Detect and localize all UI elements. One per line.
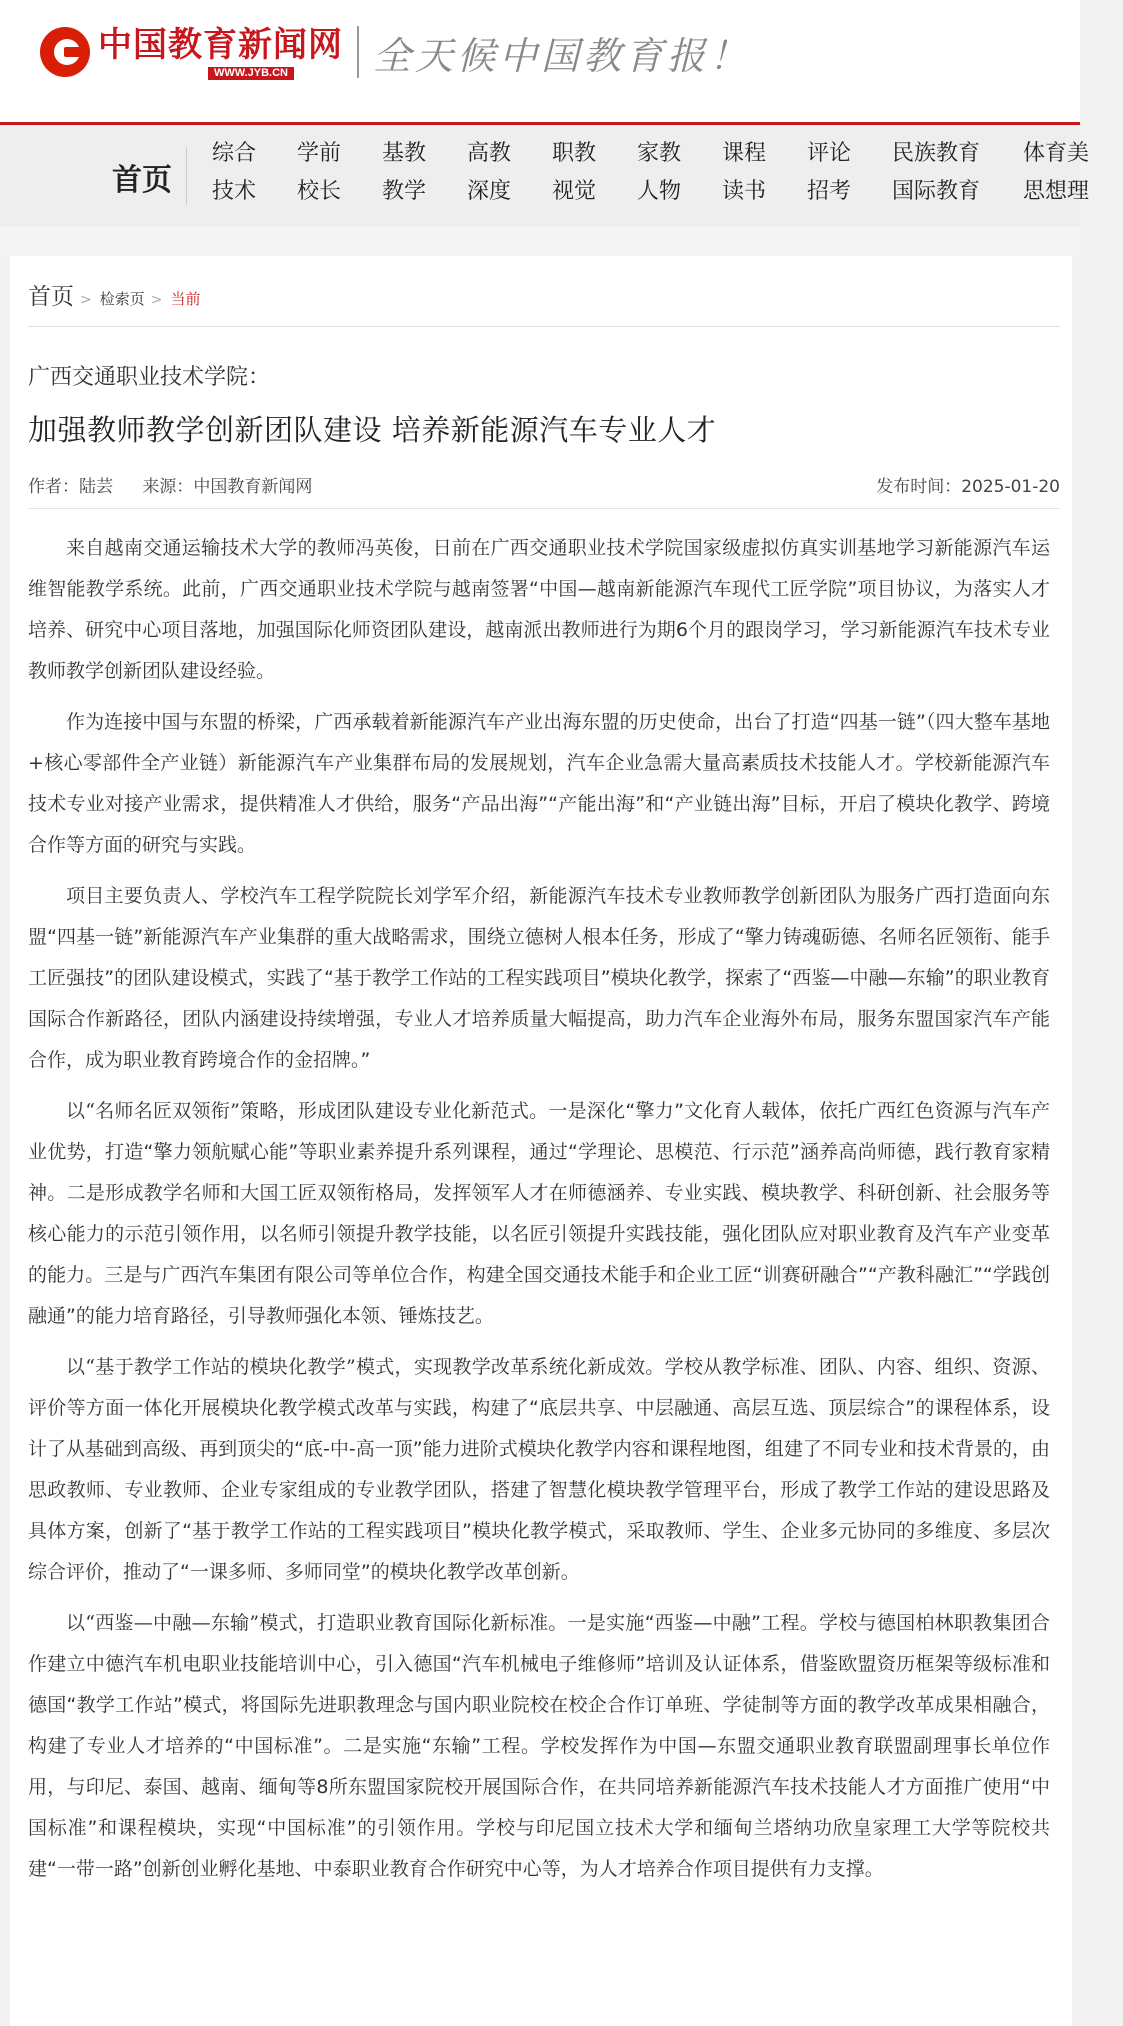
article-paragraph bbox=[28, 1603, 1050, 1890]
article-paragraph bbox=[28, 528, 1050, 692]
article-paragraph bbox=[28, 1347, 1050, 1593]
nav-item[interactable]: 招考 bbox=[807, 179, 852, 204]
site-header bbox=[0, 0, 1080, 122]
paragraph-lead: 以“西鉴—中融—东输”模式，打造职业教育国际化新标准。 bbox=[66, 1612, 568, 1634]
nav-item[interactable]: 深度 bbox=[467, 179, 512, 204]
nav-item[interactable]: 评论 bbox=[807, 141, 852, 166]
nav-item[interactable]: 校长 bbox=[297, 179, 342, 204]
nav-item[interactable]: 国际教育 bbox=[892, 179, 981, 204]
article-paragraph bbox=[28, 1091, 1050, 1337]
article-card bbox=[10, 256, 1072, 2026]
breadcrumb-separator: > bbox=[150, 292, 163, 308]
nav-item[interactable]: 综合 bbox=[212, 141, 257, 166]
breadcrumb-separator: > bbox=[80, 292, 92, 308]
nav-item[interactable]: 职教 bbox=[552, 141, 597, 166]
logo-icon bbox=[40, 27, 90, 77]
nav-divider bbox=[186, 147, 187, 205]
nav-item[interactable]: 基教 bbox=[382, 141, 427, 166]
nav-item[interactable]: 家教 bbox=[637, 141, 682, 166]
paragraph-text: 来自越南交通运输技术大学的教师冯英俊，日前在广西交通职业技术学院国家级虚拟仿真实训基地学习新能源汽车运维智能教学系统。此前，广西交通职业技术学院与越南签署“中国—越南新能源汽车现代工匠学院”项目协议，为落实人才培养、研究中心项目落地，加强国际化师资团队建设，越南派出教师进行为期6个月的跟岗学习，学习新能源汽车技术专业教师教学创新团队建设经验。 bbox=[28, 537, 1050, 682]
nav-item[interactable]: 高教 bbox=[467, 141, 512, 166]
paragraph-lead: 以“基于教学工作站的模块化教学”模式，实现教学改革系统化新成效。 bbox=[66, 1356, 665, 1378]
nav-item[interactable]: 课程 bbox=[722, 141, 767, 166]
article-title: 加强教师教学创新团队建设 培养新能源汽车专业人才 bbox=[28, 413, 717, 447]
breadcrumb-current: 当前 bbox=[170, 290, 201, 308]
nav-grid bbox=[212, 139, 1123, 207]
article-paragraph bbox=[28, 702, 1050, 866]
logo-text: 中国教育新闻网 bbox=[98, 24, 343, 65]
paragraph-lead: 以“名师名匠双领衔”策略，形成团队建设专业化新范式。 bbox=[66, 1100, 549, 1122]
article-source: 来源：中国教育新闻网 bbox=[142, 477, 313, 497]
article-date: 发布时间：2025-01-20 bbox=[876, 477, 1060, 497]
paragraph-text: 项目主要负责人、学校汽车工程学院院长刘学军介绍，新能源汽车技术专业教师教学创新团队为服务广西打造面向东盟“四基一链”新能源汽车产业集群的重大战略需求，围绕立德树人根本任务，形成了“擎力铸魂砺德、名师名匠领衔、能手工匠强技”的团队建设模式，实践了“基于教学工作站的工程实践项目”模块化教学，探索了“西鉴—中融—东输”的职业教育国际合作新路径，团队内涵建设持续增强，专业人才培养质量大幅提高，助力汽车企业海外布局，服务东盟国家汽车产能合作，成为职业教育跨境合作的金招牌。” bbox=[28, 885, 1050, 1071]
paragraph-text: 作为连接中国与东盟的桥梁，广西承载着新能源汽车产业出海东盟的历史使命，出台了打造“四基一链”（四大整车基地+核心零部件全产业链）新能源汽车产业集群布局的发展规划，汽车企业急需大量高素质技术技能人才。学校新能源汽车技术专业对接产业需求，提供精准人才供给，服务“产品出海”“产能出海”和“产业链出海”目标，开启了模块化教学、跨境合作等方面的研究与实践。 bbox=[28, 711, 1050, 856]
nav-home-link[interactable]: 首页 bbox=[112, 163, 172, 198]
paragraph-text: 学校从教学标准、团队、内容、组织、资源、评价等方面一体化开展模块化教学模式改革与实践，构建了“底层共享、中层融通、高层互选、顶层综合”的课程体系，设计了从基础到高级、再到顶尖的“底-中-高一顶”能力进阶式模块化教学内容和课程地图，组建了不同专业和技术背景的，由思政教师、专业教师、企业专家组成的专业教学团队，搭建了智慧化模块教学管理平台，形成了教学工作站的建设思路及具体方案，创新了“基于教学工作站的工程实践项目”模块化教学模式，采取教师、学生、企业多元协同的多维度、多层次综合评价，推动了“一课多师、多师同堂”的模块化教学改革创新。 bbox=[28, 1356, 1050, 1583]
nav-item[interactable]: 思想理 bbox=[1023, 179, 1090, 204]
article-meta bbox=[28, 472, 1060, 497]
nav-item[interactable]: 教学 bbox=[382, 179, 427, 204]
site-logo[interactable] bbox=[40, 24, 751, 80]
article-author: 作者：陆芸 bbox=[28, 477, 113, 497]
breadcrumb-divider bbox=[28, 326, 1060, 327]
logo-url: WWW.JYB.CN bbox=[208, 67, 294, 80]
nav-item[interactable]: 人物 bbox=[637, 179, 682, 204]
paragraph-text: 一是深化“擎力”文化育人载体，依托广西红色资源与汽车产业优势，打造“擎力领航赋心能”等职业素养提升系列课程，通过“学理论、思模范、行示范”涵养高尚师德，践行教育家精神。二是形成教学名师和大国工匠双领衔格局，发挥领军人才在师德涵养、专业实践、模块教学、科研创新、社会服务等核心能力的示范引领作用，以名师引领提升教学技能，以名匠引领提升实践技能，强化团队应对职业教育及汽车产业变革的能力。三是与广西汽车集团有限公司等单位合作，构建全国交通技术能手和企业工匠“训赛研融合”“产教科融汇”“学践创融通”的能力培育路径，引导教师强化本领、锤炼技艺。 bbox=[28, 1100, 1050, 1327]
breadcrumb bbox=[28, 278, 201, 311]
article-subtitle: 广西交通职业技术学院： bbox=[28, 365, 271, 390]
nav-item[interactable]: 民族教育 bbox=[892, 141, 981, 166]
nav-spacer bbox=[0, 226, 1080, 256]
nav-item[interactable]: 体育美 bbox=[1023, 141, 1090, 166]
breadcrumb-home[interactable]: 首页 bbox=[28, 284, 74, 310]
nav-item[interactable]: 读书 bbox=[722, 179, 767, 204]
article-paragraph bbox=[28, 876, 1050, 1081]
site-slogan: 全天候中国教育报！ bbox=[373, 33, 752, 78]
article-body bbox=[28, 528, 1050, 1900]
meta-divider bbox=[28, 508, 1060, 509]
breadcrumb-search[interactable]: 检索页 bbox=[99, 290, 145, 308]
nav-item[interactable]: 视觉 bbox=[552, 179, 597, 204]
logo-divider bbox=[357, 26, 359, 78]
paragraph-text: 一是实施“西鉴—中融”工程。学校与德国柏林职教集团合作建立中德汽车机电职业技能培训中心，引入德国“汽车机械电子维修师”培训及认证体系，借鉴欧盟资历框架等级标准和德国“教学工作站”模式，将国际先进职教理念与国内职业院校在校企合作订单班、学徒制等方面的教学改革成果相融合，构建了专业人才培养的“中国标准”。二是实施“东输”工程。学校发挥作为中国—东盟交通职业教育联盟副理事长单位作用，与印尼、泰国、越南、缅甸等8所东盟国家院校开展国际合作，在共同培养新能源汽车技术技能人才方面推广使用“中国标准”和课程模块，实现“中国标准”的引领作用。学校与印尼国立技术大学和缅甸兰塔纳功欣皇家理工大学等院校共建“一带一路”创新创业孵化基地、中泰职业教育合作研究中心等，为人才培养合作项目提供有力支撑。 bbox=[28, 1612, 1050, 1880]
nav-item[interactable]: 学前 bbox=[297, 141, 342, 166]
main-nav bbox=[0, 125, 1090, 226]
nav-item[interactable]: 技术 bbox=[212, 179, 257, 204]
